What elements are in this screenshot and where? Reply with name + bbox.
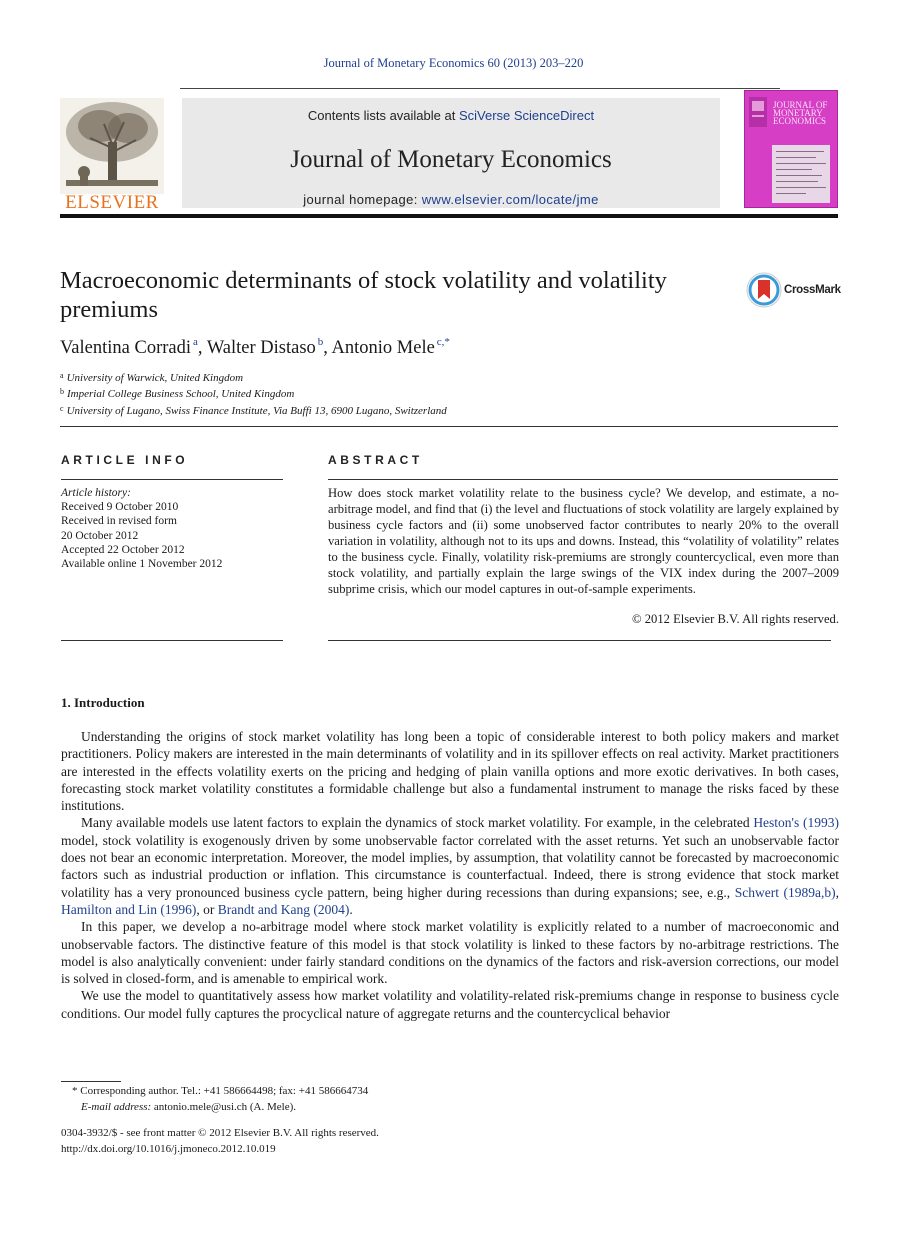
- citation-link[interactable]: Schwert (1989a,b): [734, 884, 836, 900]
- paragraph: Understanding the origins of stock market volatility has long been a topic of considerable interest to both policy makers and market practitioners. Policy makers are interested in the main determinants of volatility and in its spillover effects on real activity. Market practitioners are interested in the effects volatility exerts on the pricing and hedging of plain vanilla options and more exotic derivatives. In both cases, forecasting stock market volatility constitutes a formidable challenge but also a fundamental instrument to manage the risks faced by these institutions.: [61, 729, 839, 814]
- header-bottom-rule: [60, 214, 838, 218]
- history-line: Available online 1 November 2012: [61, 558, 223, 571]
- citation-link[interactable]: Brandt and Kang (2004): [217, 901, 350, 917]
- email-label: E-mail address:: [81, 1100, 152, 1113]
- affiliation-text: University of Warwick, United Kingdom: [66, 372, 244, 384]
- homepage-line: [182, 192, 720, 207]
- paragraph-text: ,: [835, 884, 839, 900]
- corresponding-author-note: * Corresponding author. Tel.: +41 586664498; fax: +41 586664734: [72, 1085, 369, 1097]
- article-title: Macroeconomic determinants of stock volatility and volatility premiums: [60, 267, 667, 323]
- issn-line: 0304-3932/$ - see front matter © 2012 Elsevier B.V. All rights reserved.: [61, 1127, 379, 1139]
- cover-line: [776, 175, 822, 176]
- front-matter: [61, 1126, 379, 1157]
- journal-citation[interactable]: Journal of Monetary Economics 60 (2013) 203–220: [323, 56, 584, 70]
- cover-line: [776, 187, 826, 188]
- cover-line: [776, 169, 812, 170]
- email-value[interactable]: antonio.mele@usi.ch (A. Mele).: [151, 1100, 297, 1113]
- affiliation-item: [60, 369, 447, 385]
- article-info-heading: ARTICLE INFO: [61, 453, 189, 467]
- paragraph-text: Many available models use latent factors to explain the dynamics of stock market volatility. For example, in the celebrated: [81, 815, 754, 831]
- cover-title: JOURNAL OF MONETARY ECONOMICS: [773, 100, 828, 126]
- article-info-top-rule: [61, 479, 283, 480]
- paragraph-text: , or: [196, 901, 218, 917]
- cover-line: [776, 163, 826, 164]
- journal-name: Journal of Monetary Economics: [290, 146, 612, 173]
- author-affiliation-mark[interactable]: b: [317, 336, 324, 348]
- paragraph: [61, 814, 839, 918]
- affiliation-text: Imperial College Business School, United Kingdom: [67, 388, 295, 401]
- abstract-heading: ABSTRACT: [328, 453, 423, 467]
- cover-line: [776, 181, 818, 182]
- introduction-body: [61, 728, 839, 1022]
- article-info-bottom-rule: [61, 640, 283, 641]
- article-history: [61, 486, 222, 571]
- citation-link[interactable]: Heston's (1993): [753, 815, 839, 831]
- contents-prefix: Contents lists available at: [307, 108, 459, 123]
- cover-line: [776, 157, 816, 158]
- affiliation-divider: [60, 426, 838, 427]
- contents-line: [182, 108, 720, 123]
- footnote-rule: [61, 1081, 121, 1082]
- crossmark-button[interactable]: [746, 272, 856, 308]
- homepage-prefix: journal homepage:: [303, 192, 422, 207]
- journal-header: [60, 88, 838, 212]
- citation-link[interactable]: Hamilton and Lin (1996): [61, 901, 197, 917]
- affiliation-mark: c: [60, 403, 64, 413]
- abstract-bottom-rule: [328, 640, 831, 641]
- cover-emblem-icon: [749, 97, 767, 127]
- sciencedirect-link[interactable]: SciVerse ScienceDirect: [458, 108, 595, 123]
- publisher-wordmark: ELSEVIER: [65, 192, 159, 213]
- author-affiliation-mark[interactable]: a: [193, 336, 198, 348]
- affiliation-item: [60, 402, 447, 418]
- cover-line: [776, 193, 806, 194]
- history-line: Received 9 October 2010: [61, 501, 179, 514]
- history-line: Received in revised form: [61, 515, 177, 528]
- author-name[interactable]: Valentina Corradi: [60, 338, 191, 358]
- footnote: [72, 1084, 368, 1115]
- homepage-link[interactable]: www.elsevier.com/locate/jme: [421, 192, 599, 207]
- history-label: Article history:: [61, 487, 131, 499]
- doi-link[interactable]: http://dx.doi.org/10.1016/j.jmoneco.2012.10.019: [61, 1142, 276, 1155]
- crossmark-icon: [746, 272, 782, 308]
- paragraph: In this paper, we develop a no-arbitrage model where stock market volatility is explicitly related to a number of macroeconomic and unobservable factors. The distinctive feature of this model is that stock volatility is linked to these factors by no-arbitrage restrictions. The model is also analytically convenient: under fairly standard conditions on the dynamics of the factors and risk-aversion corrections, our model is solved in closed-form, and is amenable to empirical work.: [61, 919, 839, 987]
- header-top-rule: [180, 88, 780, 89]
- journal-banner: [182, 98, 720, 208]
- author-affiliation-mark[interactable]: c,*: [436, 336, 450, 348]
- email-note: [72, 1100, 368, 1116]
- abstract-top-rule: [328, 479, 838, 480]
- affiliation-list: [60, 369, 447, 418]
- section-heading-introduction: 1. Introduction: [61, 695, 145, 710]
- abstract-text: How does stock market volatility relate to the business cycle? We develop, and estimate, a no-arbitrage model, and find that (i) the level and fluctuations of stock volatility are largely explained by business cycle factors and (ii) some unobserved factor contributes to nearly 20% to the overall variation in volatility, although not to its ups and downs. Instead, this “volatility of volatility” relates to the business cycle. Finally, volatility risk-premiums are strongly countercyclical, even more than stock volatility, and partially explain the large swings of the VIX index during the 2007–2009 subprime crisis, which our model captures in out-of-sample experiments.: [328, 486, 839, 596]
- journal-cover-image[interactable]: [744, 90, 838, 208]
- abstract-copyright: © 2012 Elsevier B.V. All rights reserved.: [632, 612, 839, 626]
- paragraph-text: model, stock volatility is exogenously driven by some unobservable factor correlated with the asset returns. Yet such an unobservable factor does not bear an economic interpretation. Moreover, the model implies, by assumption, that volatility cannot be forecasted by macroeconomic factors such as industrial production or inflation. This circumstance is counterfactual. Indeed, there is strong evidence that stock market volatility has a very pronounced business cycle pattern, being higher during recessions than during expansions; see, e.g.,: [61, 832, 839, 900]
- affiliation-text: University of Lugano, Swiss Finance Institute, Via Buffi 13, 6900 Lugano, Switzerland: [66, 404, 447, 417]
- affiliation-mark: a: [60, 371, 64, 380]
- affiliation-mark: b: [60, 387, 64, 397]
- author-list: Valentina Corradi $^a$, Walter Distaso $^b$, Antonio Mele $^{c,*}$: [60, 336, 450, 358]
- author-name[interactable]: Walter Distaso: [206, 338, 316, 358]
- paragraph-text: .: [349, 901, 353, 917]
- author-name[interactable]: Antonio Mele: [331, 338, 435, 358]
- history-line: 20 October 2012: [61, 529, 139, 542]
- crossmark-label: CrossMark: [784, 284, 841, 296]
- history-line: Accepted 22 October 2012: [61, 543, 185, 556]
- cover-contents: [772, 145, 830, 203]
- affiliation-item: [60, 385, 447, 401]
- paragraph: We use the model to quantitatively assess how market volatility and volatility-related risk-premiums change in response to business cycle conditions. Our model fully captures the procyclical nature of aggregate returns and the countercyclical behavior: [61, 988, 839, 1021]
- cover-line: [776, 151, 824, 152]
